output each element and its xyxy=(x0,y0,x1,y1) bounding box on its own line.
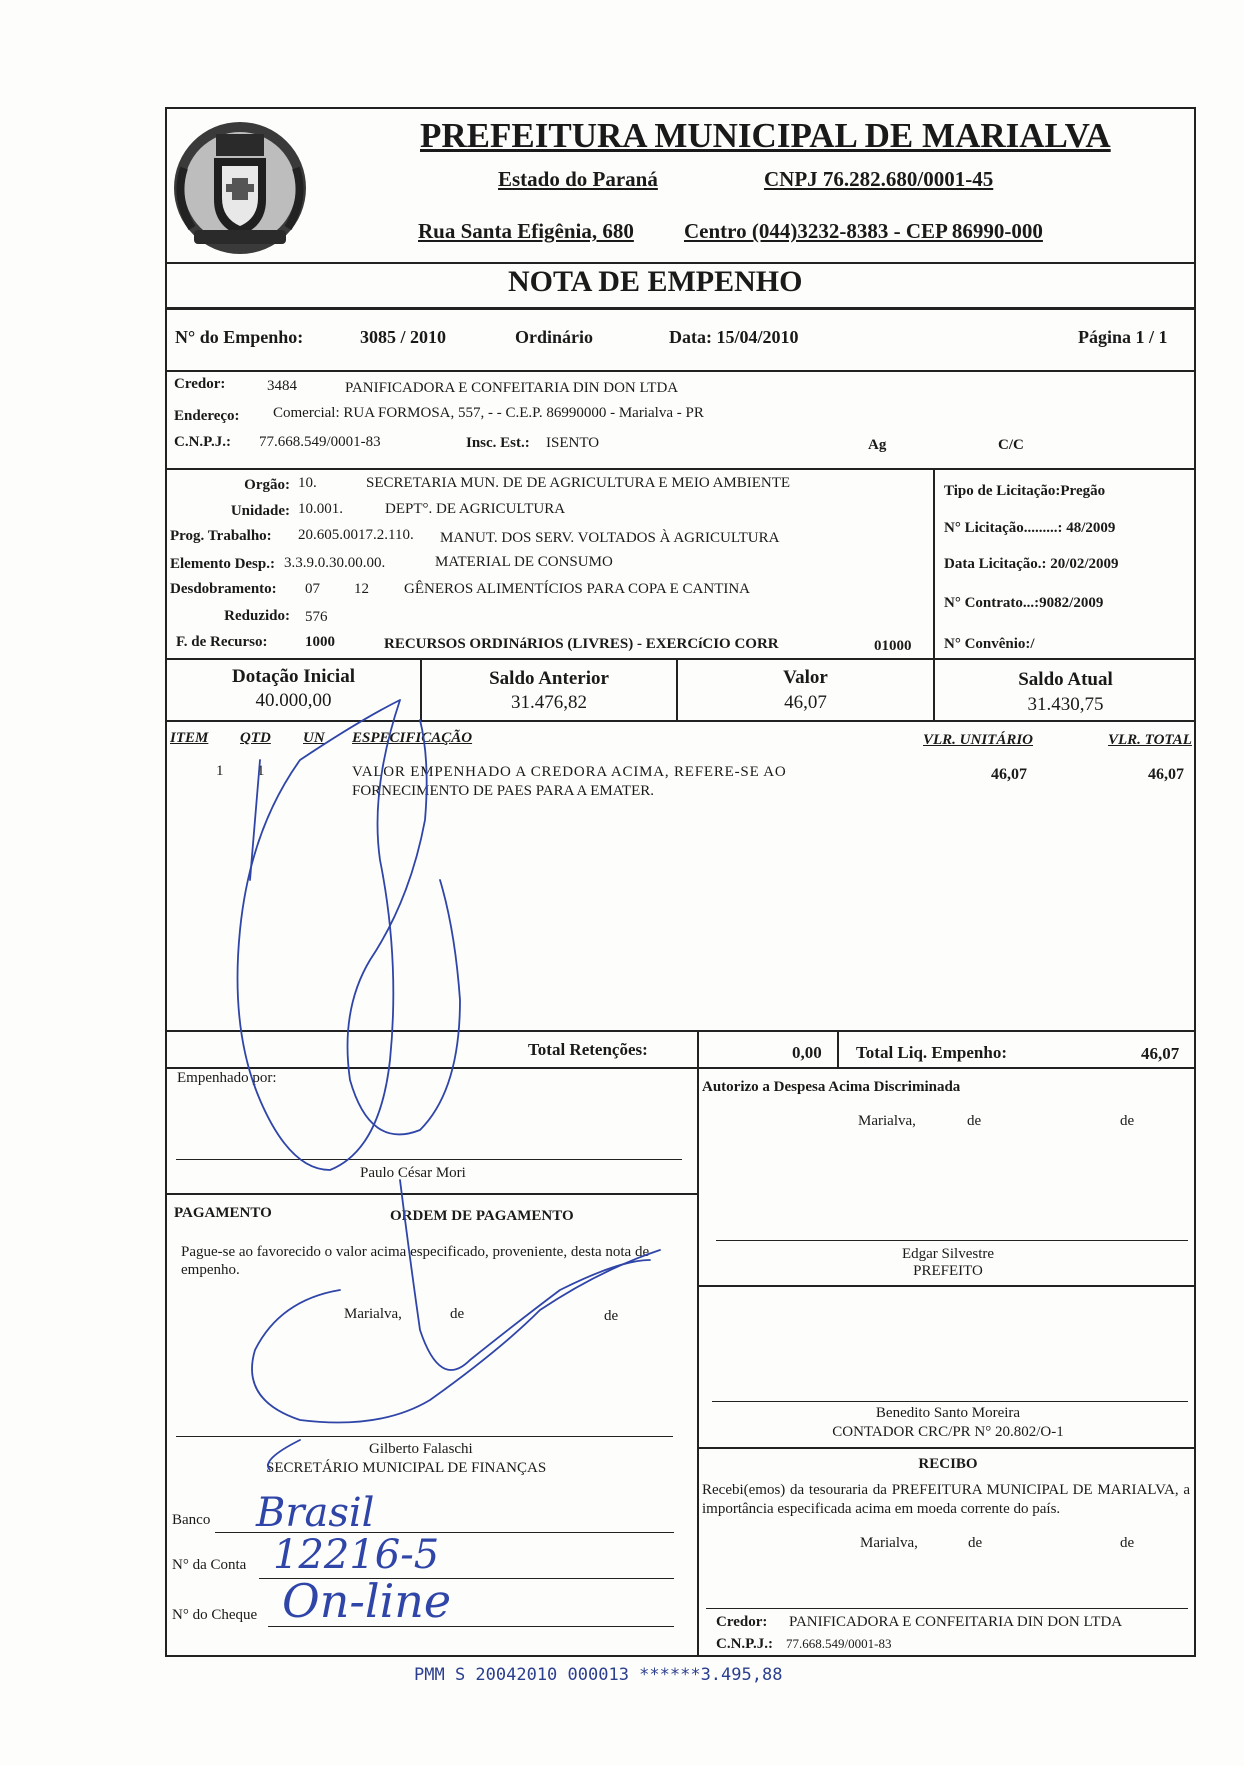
cheque-label: N° do Cheque xyxy=(172,1607,258,1623)
credor-address: Comercial: RUA FORMOSA, 557, - - C.E.P. 86990000 - Marialva - PR xyxy=(273,405,704,421)
col-vlr-total: VLR. TOTAL xyxy=(1108,732,1192,748)
unidade-desc: DEPT°. DE AGRICULTURA xyxy=(385,501,566,517)
credor-code: 3484 xyxy=(267,378,297,394)
row-qtd: 1 xyxy=(257,763,265,779)
col-item: ITEM xyxy=(170,730,209,746)
recurso-label: F. de Recurso: xyxy=(176,634,268,650)
pagamento-label: PAGAMENTO xyxy=(174,1205,272,1221)
prefeito-title: PREFEITO xyxy=(913,1263,983,1279)
licitacao-tipo: Tipo de Licitação:Pregão xyxy=(944,483,1106,499)
unidade-code: 10.001. xyxy=(298,501,343,517)
valor-value: 46,07 xyxy=(784,692,827,713)
desdobramento-desc: GÊNEROS ALIMENTÍCIOS PARA COPA E CANTINA xyxy=(404,581,751,597)
saldo-atual-label: Saldo Atual xyxy=(1018,669,1113,690)
ordem-pagamento-label: ORDEM DE PAGAMENTO xyxy=(390,1208,574,1224)
saldo-anterior-value: 31.476,82 xyxy=(511,692,587,713)
valor-label: Valor xyxy=(783,667,828,688)
reduzido-value: 576 xyxy=(305,609,328,625)
header-state: Estado do Paraná xyxy=(498,167,658,191)
desdobramento-code2: 12 xyxy=(354,581,369,597)
document-title: NOTA DE EMPENHO xyxy=(508,265,803,298)
credor-label: Credor: xyxy=(174,376,226,392)
empenho-number: 3085 / 2010 xyxy=(360,327,447,347)
conta-label: N° da Conta xyxy=(172,1557,247,1573)
recibo-credor-label: Credor: xyxy=(716,1614,768,1630)
recibo-credor-name: PANIFICADORA E CONFEITARIA DIN DON LTDA xyxy=(789,1614,1123,1630)
licitacao-numero: N° Licitação.........: 48/2009 xyxy=(944,520,1116,536)
prog-code: 20.605.0017.2.110. xyxy=(298,527,414,543)
empenhado-name: Paulo César Mori xyxy=(360,1165,466,1181)
retencoes-label: Total Retenções: xyxy=(528,1040,648,1059)
header-address: Rua Santa Efigênia, 680 xyxy=(418,219,634,243)
credor-cnpj: 77.668.549/0001-83 xyxy=(259,434,381,450)
convenio-numero: N° Convênio:/ xyxy=(944,636,1035,652)
dotacao-value: 40.000,00 xyxy=(255,690,332,711)
recibo-title: RECIBO xyxy=(918,1456,978,1472)
desdobramento-label: Desdobramento: xyxy=(170,581,277,597)
autorizo-text: Autorizo a Despesa Acima Discriminada xyxy=(702,1079,961,1095)
desdobramento-code1: 07 xyxy=(305,581,320,597)
dotacao-label: Dotação Inicial xyxy=(232,666,355,687)
empenho-label: N° do Empenho: xyxy=(175,327,304,347)
empenhado-label: Empenhado por: xyxy=(177,1070,277,1086)
autorizo-de1: de xyxy=(967,1113,982,1129)
insc-label: Insc. Est.: xyxy=(466,435,530,451)
row-item: 1 xyxy=(216,763,224,779)
recurso-desc: RECURSOS ORDINáRIOS (LIVRES) - EXERCíCIO CORR xyxy=(384,636,779,652)
row-unit-value: 46,07 xyxy=(991,766,1027,783)
saldo-anterior-label: Saldo Anterior xyxy=(489,668,609,689)
footer-stamp: PMM S 20042010 000013 ******3.495,88 xyxy=(414,1665,783,1685)
recibo-cnpj-label: C.N.P.J.: xyxy=(716,1636,773,1652)
orgao-desc: SECRETARIA MUN. DE DE AGRICULTURA E MEIO AMBIENTE xyxy=(366,475,791,491)
prog-label: Prog. Trabalho: xyxy=(170,528,272,544)
account-label: C/C xyxy=(998,437,1024,453)
pagamento-de2: de xyxy=(604,1308,619,1324)
autorizo-place: Marialva, xyxy=(858,1113,916,1129)
orgao-label: Orgão: xyxy=(244,477,290,493)
row-spec-line1: VALOR EMPENHADO A CREDORA ACIMA, REFERE-SE AO xyxy=(352,764,787,780)
contador-name: Benedito Santo Moreira xyxy=(875,1405,1021,1421)
liquido-label: Total Liq. Empenho: xyxy=(856,1043,1007,1062)
page-number: Página 1 / 1 xyxy=(1078,327,1168,347)
retencoes-value: 0,00 xyxy=(792,1043,822,1062)
agency-label: Ag xyxy=(868,437,887,453)
header-title: PREFEITURA MUNICIPAL DE MARIALVA xyxy=(420,116,1111,155)
address-label: Endereço: xyxy=(174,408,240,424)
elemento-label: Elemento Desp.: xyxy=(170,556,275,572)
reduzido-label: Reduzido: xyxy=(224,608,290,624)
row-total-value: 46,07 xyxy=(1148,766,1184,783)
recurso-number: 01000 xyxy=(874,638,912,654)
row-spec-line2: FORNECIMENTO DE PAES PARA A EMATER. xyxy=(352,783,655,799)
prefeito-name: Edgar Silvestre xyxy=(901,1246,995,1262)
credor-name: PANIFICADORA E CONFEITARIA DIN DON LTDA xyxy=(345,380,679,396)
empenho-date: Data: 15/04/2010 xyxy=(669,327,799,347)
col-especificacao: ESPECIFICAÇÃO xyxy=(352,730,473,746)
saldo-atual-value: 31.430,75 xyxy=(1027,694,1104,715)
autorizo-de2: de xyxy=(1120,1113,1135,1129)
header-contact: Centro (044)3232-8383 - CEP 86990-000 xyxy=(684,219,1043,243)
prog-desc: MANUT. DOS SERV. VOLTADOS À AGRICULTURA xyxy=(440,530,780,546)
cheque-value: On-line xyxy=(282,1574,452,1628)
elemento-desc: MATERIAL DE CONSUMO xyxy=(435,554,613,570)
secretario-title: SECRETÁRIO MUNICIPAL DE FINANÇAS xyxy=(266,1460,547,1476)
recibo-text: Recebi(emos) da tesouraria da PREFEITURA MUNICIPAL DE MARIALVA, a importância especificada acima em moeda corrente do país. xyxy=(702,1482,1190,1517)
recurso-code: 1000 xyxy=(305,634,335,650)
recibo-de2: de xyxy=(1120,1535,1135,1551)
liquido-value: 46,07 xyxy=(1141,1044,1180,1063)
col-qtd: QTD xyxy=(240,730,271,746)
insc-value: ISENTO xyxy=(546,435,600,451)
header-cnpj: CNPJ 76.282.680/0001-45 xyxy=(764,167,994,191)
municipal-crest-icon xyxy=(170,118,310,258)
pagamento-de1: de xyxy=(450,1306,465,1322)
contador-title: CONTADOR CRC/PR N° 20.802/O-1 xyxy=(832,1424,1064,1440)
banco-label: Banco xyxy=(172,1512,211,1528)
cnpj-label: C.N.P.J.: xyxy=(174,434,231,450)
pagamento-place: Marialva, xyxy=(344,1306,402,1322)
banco-value: Brasil xyxy=(256,1490,375,1536)
pague-text: Pague-se ao favorecido o valor acima especificado, proveniente, desta nota de empenho. xyxy=(181,1244,650,1278)
contrato-numero: N° Contrato...:9082/2009 xyxy=(944,595,1104,611)
unidade-label: Unidade: xyxy=(230,503,290,519)
orgao-code: 10. xyxy=(298,475,317,491)
recibo-place: Marialva, xyxy=(860,1535,918,1551)
col-un: UN xyxy=(303,730,325,746)
conta-value: 12216-5 xyxy=(273,1532,440,1578)
empenho-type: Ordinário xyxy=(515,327,594,347)
recibo-de1: de xyxy=(968,1535,983,1551)
licitacao-data: Data Licitação.: 20/02/2009 xyxy=(944,556,1119,572)
elemento-code: 3.3.9.0.30.00.00. xyxy=(284,555,386,571)
secretario-name: Gilberto Falaschi xyxy=(369,1441,473,1457)
col-vlr-unitario: VLR. UNITÁRIO xyxy=(923,732,1034,748)
recibo-cnpj: 77.668.549/0001-83 xyxy=(786,1636,892,1651)
